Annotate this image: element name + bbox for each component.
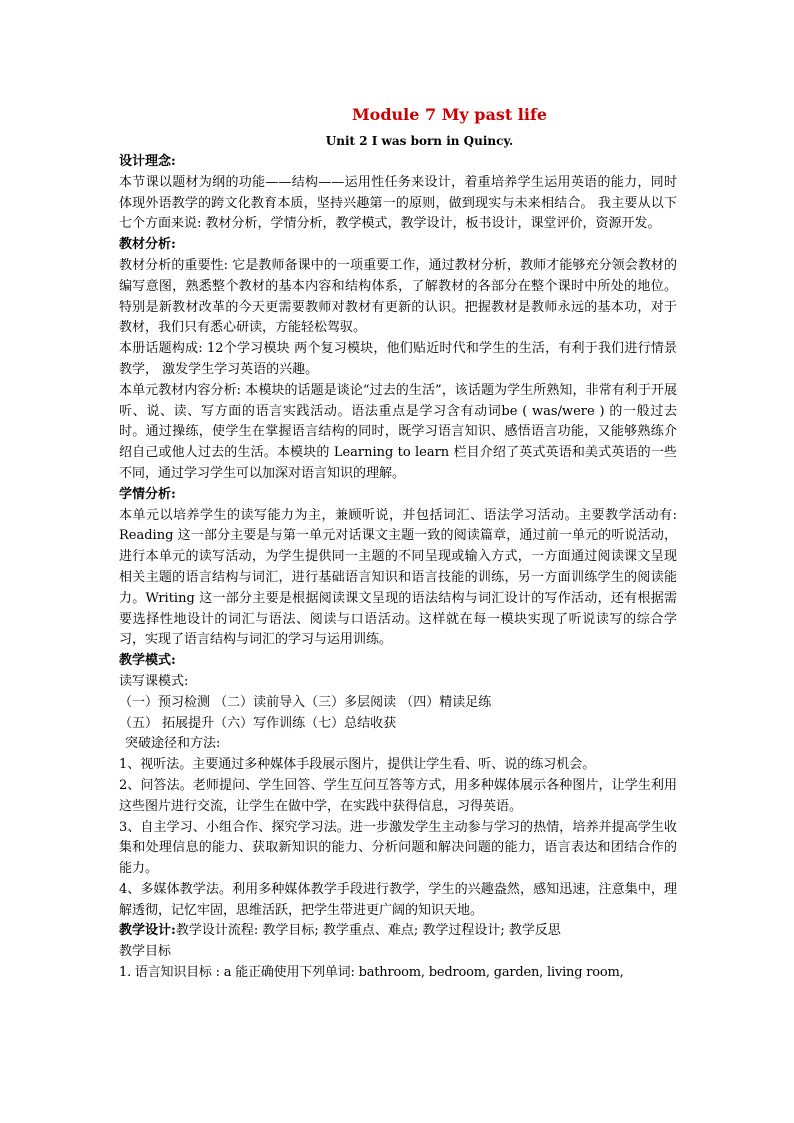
teaching-design-flow: 教学设计流程: 教学目标; 教学重点、难点; 教学过程设计; 教学反思 — [175, 923, 561, 939]
paragraph-student-analysis: 本单元以培养学生的读写能力为主，兼顾听说，并包括词汇、语法学习活动。主要教学活动有: Reading 这一部分主要是与第一单元对话课文主题一致的阅读篇章，通过前一单元的听说活动，进行本单元的读写活动，为学生提供同一主题的不同呈现或输入方式，一方面通过阅读课文呈现相关主题的语言结构与词汇，进行基础语言知识和语言技能的训练，另一方面训练学生的阅读能力。Writing 这一部分主要是根据阅读课文呈现的语法结构与词汇设计的写作活动，还有根据需要选择性地设计的词汇与语法、阅读与口语活动。这样就在每一模块实现了听说读写的综合学习，实现了语言结构与词汇的学习与运用训练。 — [119, 507, 677, 648]
paragraph-method-2: 2、问答法。老师提问、学生回答、学生互问互答等方式，用多种媒体展示各种图片，让学生利用这些图片进行交流，让学生在做中学，在实践中获得信息，习得英语。 — [119, 777, 677, 814]
page-subtitle: Unit 2 I was born in Quincy. — [325, 134, 514, 148]
paragraph-method-1: 1、视听法。主要通过多种媒体手段展示图片，提供让学生看、听、说的练习机会。 — [119, 757, 596, 773]
paragraph-method-3: 3、自主学习、小组合作、探究学习法。进一步激发学生主动参与学习的热情，培养并提高学生收集和处理信息的能力、获取新知识的能力、分析问题和解决问题的能力，语言表达和团结合作的能力。 — [119, 819, 677, 877]
heading-material-analysis: 教材分析: — [119, 237, 176, 253]
paragraph-design-concept: 本节课以题材为纲的功能——结构——运用性任务来设计，着重培养学生运用英语的能力，同时体现外语教学的跨文化教育本质，坚持兴趣第一的原则，做到现实与未来相结合。 我主要从以下七个方面来说: 教材分析，学情分析，教学模式，教学设计，板书设计，课堂评价，资源开发。 — [119, 174, 677, 232]
heading-teaching-design: 教学设计: — [119, 923, 176, 939]
heading-design-concept: 设计理念: — [119, 154, 176, 169]
paragraph-material-importance: 教材分析的重要性: 它是教师备课中的一项重要工作，通过教材分析，教师才能够充分领会教材的编写意图，熟悉整个教材的基本内容和结构体系，了解教材的各部分在整个课时中所处的地位。特别是新教材改革的今天更需要教师对教材有更新的认识。把握教材是教师永远的基本功，对于教材，我们只有悉心研读，方能轻松驾驭。 — [119, 257, 677, 336]
paragraph-mode-steps-1: （一）预习检测 （二）读前导入（三）多层阅读 （四）精读足练 — [119, 694, 492, 710]
paragraph-mode-steps-2: （五） 拓展提升（六）写作训练（七）总结收获 — [119, 715, 397, 731]
paragraph-teaching-goal: 教学目标 — [119, 944, 172, 960]
heading-student-analysis: 学情分析: — [119, 486, 176, 502]
paragraph-method-4: 4、多媒体教学法。利用多种媒体教学手段进行教学，学生的兴趣盎然，感知迅速，注意集中，理解透彻，记忆牢固，思维活跃，把学生带进更广阔的知识天地。 — [119, 881, 677, 918]
paragraph-language-goal: 1. 语言知识目标 : a 能正确使用下列单词: bathroom, bedroom, garden, living room, — [119, 965, 624, 981]
paragraph-methods-intro: 突破途径和方法: — [125, 736, 221, 752]
paragraph-unit-content: 本单元教材内容分析: 本模块的话题是谈论“过去的生活”，该话题为学生所熟知，非常有利于开展听、说、读、写方面的语言实践活动。语法重点是学习含有动词be ( was/were ) 的一般过去时。通过操练，使学生在掌握语言结构的同时，既学习语言知识、感悟语言功能，又能够熟练介绍自己或他人过去的生活。本模块的 Learning to learn 栏目介绍了英式英语和美式英语的一些不同，通过学习学生可以加深对语言知识的理解。 — [119, 382, 677, 481]
page-title: Module 7 My past life — [351, 105, 548, 124]
document-body — [119, 103, 677, 984]
paragraph-reading-mode: 读写课模式: — [119, 673, 189, 689]
heading-teaching-mode: 教学模式: — [119, 653, 176, 669]
paragraph-book-topics: 本册话题构成: 12个学习模块 两个复习模块，他们贴近时代和学生的生活，有利于我们进行情景教学， 激发学生学习英语的兴趣。 — [119, 341, 677, 377]
paragraph-teaching-design — [119, 921, 677, 942]
